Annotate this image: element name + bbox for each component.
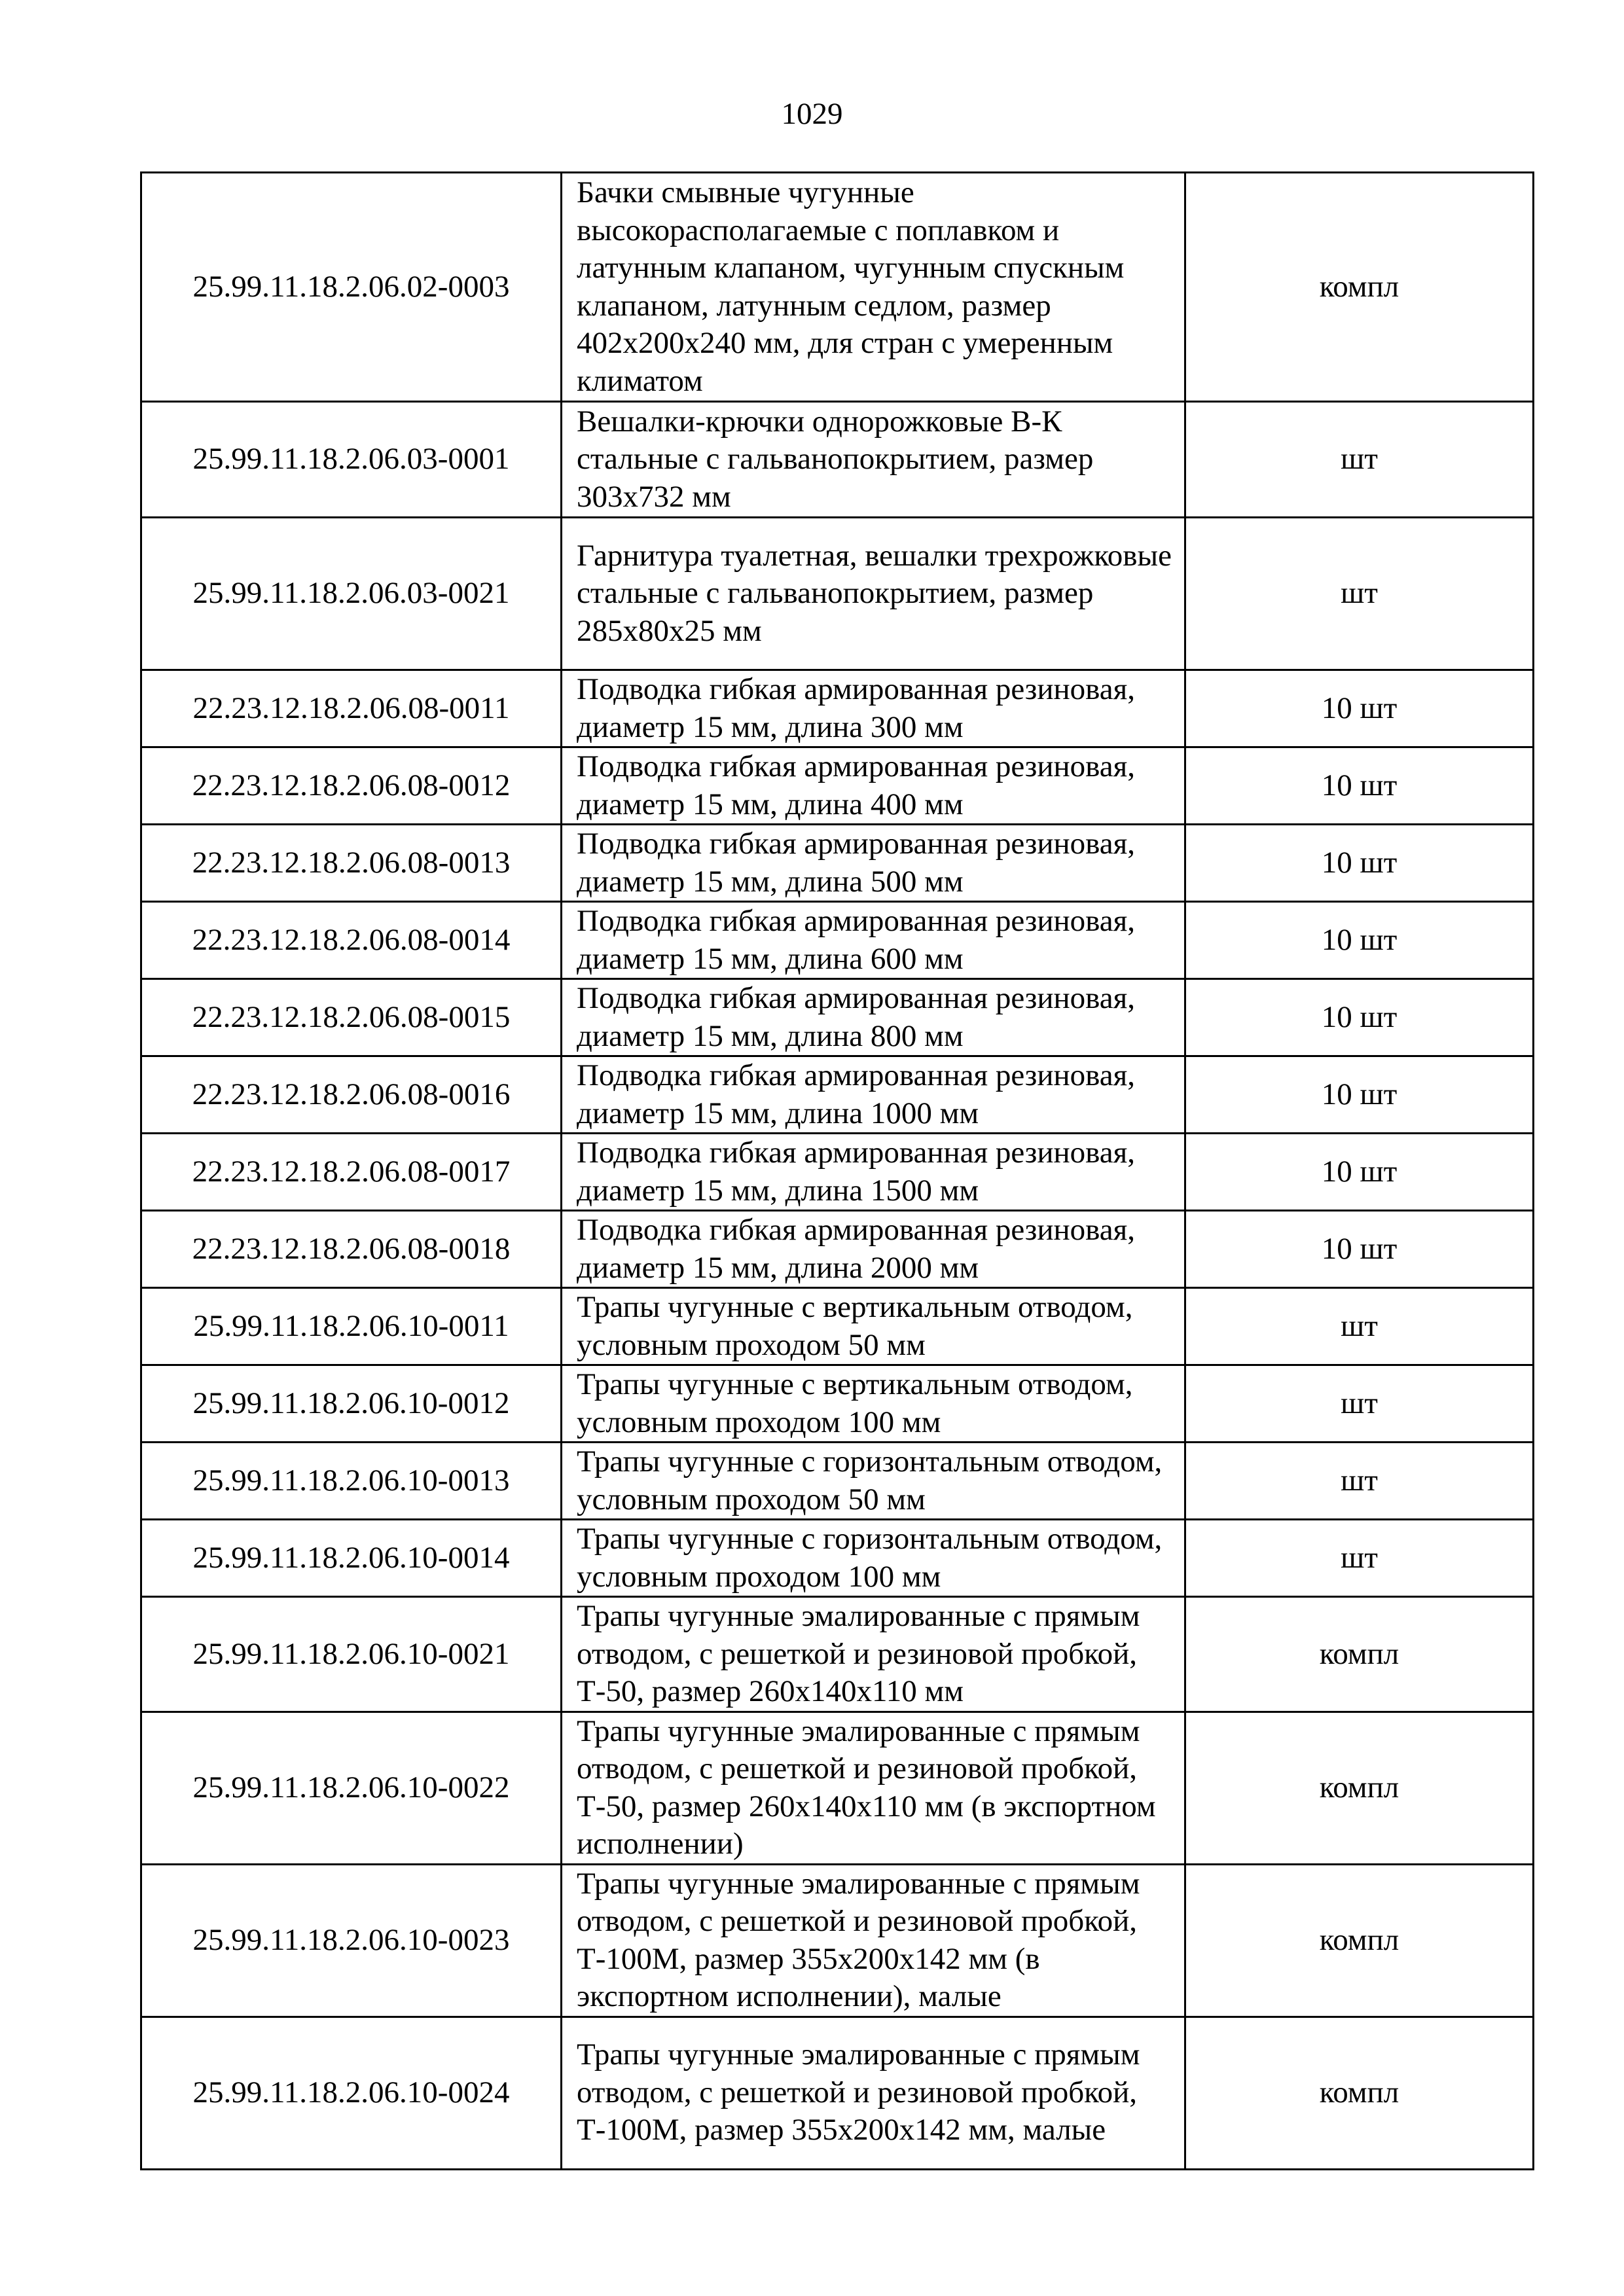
resource-name-cell: Вешалки-крючки однорожковые В-К стальные с гальванопокрытием, размер 303х732 мм [562,402,1185,518]
table-row [141,1864,1534,2017]
resource-code-cell: 25.99.11.18.2.06.10-0021 [141,1597,562,1712]
table-row [141,173,1534,402]
unit-cell: шт [1185,1365,1534,1443]
resource-name-cell: Подводка гибкая армированная резиновая, диаметр 15 мм, длина 400 мм [562,747,1185,825]
resource-code-cell: 25.99.11.18.2.06.10-0011 [141,1288,562,1365]
unit-cell: шт [1185,1288,1534,1365]
unit-cell: шт [1185,402,1534,518]
unit-cell: 10 шт [1185,979,1534,1056]
resource-code-cell: 22.23.12.18.2.06.08-0015 [141,979,562,1056]
resource-name-cell: Трапы чугунные с вертикальным отводом, условным проходом 50 мм [562,1288,1185,1365]
resource-name-cell: Трапы чугунные с горизонтальным отводом, условным проходом 100 мм [562,1520,1185,1597]
resource-name-cell: Трапы чугунные эмалированные с прямым отводом, с решеткой и резиновой пробкой, Т-100М, размер 355х200х142 мм (в экспортном исполнении), малые [562,1864,1185,2017]
table-row [141,979,1534,1056]
resource-name-cell: Подводка гибкая армированная резиновая, диаметр 15 мм, длина 1500 мм [562,1134,1185,1211]
resource-code-cell: 25.99.11.18.2.06.10-0023 [141,1864,562,2017]
resource-name-cell: Подводка гибкая армированная резиновая, диаметр 15 мм, длина 300 мм [562,670,1185,747]
table-row [141,1520,1534,1597]
unit-cell: 10 шт [1185,1134,1534,1211]
unit-cell: 10 шт [1185,1211,1534,1288]
table-row [141,1597,1534,1712]
unit-cell: компл [1185,173,1534,402]
table-row [141,747,1534,825]
unit-cell: компл [1185,2017,1534,2169]
resource-code-cell: 25.99.11.18.2.06.02-0003 [141,173,562,402]
resource-code-cell: 25.99.11.18.2.06.10-0013 [141,1443,562,1520]
resource-name-cell: Трапы чугунные эмалированные с прямым отводом, с решеткой и резиновой пробкой, Т-50, размер 260х140х110 мм [562,1597,1185,1712]
resource-name-cell: Гарнитура туалетная, вешалки трехрожковые стальные с гальванопокрытием, размер 285х80х25 мм [562,518,1185,670]
resource-code-cell: 22.23.12.18.2.06.08-0011 [141,670,562,747]
table-row [141,2017,1534,2169]
page-number: 1029 [781,97,843,131]
resource-code-cell: 22.23.12.18.2.06.08-0012 [141,747,562,825]
table-row [141,1134,1534,1211]
resource-name-cell: Подводка гибкая армированная резиновая, диаметр 15 мм, длина 600 мм [562,902,1185,979]
resource-code-cell: 25.99.11.18.2.06.03-0001 [141,402,562,518]
resource-code-cell: 22.23.12.18.2.06.08-0016 [141,1056,562,1134]
unit-cell: компл [1185,1864,1534,2017]
table-row [141,1365,1534,1443]
unit-cell: 10 шт [1185,670,1534,747]
resource-code-cell: 22.23.12.18.2.06.08-0018 [141,1211,562,1288]
resource-name-cell: Бачки смывные чугунные высокорасполагаемые с поплавком и латунным клапаном, чугунным спускным клапаном, латунным седлом, размер 402х200х240 мм, для стран с умеренным климатом [562,173,1185,402]
resource-name-cell: Трапы чугунные с вертикальным отводом, условным проходом 100 мм [562,1365,1185,1443]
resource-code-cell: 22.23.12.18.2.06.08-0013 [141,825,562,902]
unit-cell: компл [1185,1712,1534,1864]
unit-cell: 10 шт [1185,825,1534,902]
unit-cell: компл [1185,1597,1534,1712]
resource-name-cell: Подводка гибкая армированная резиновая, диаметр 15 мм, длина 1000 мм [562,1056,1185,1134]
resource-code-cell: 25.99.11.18.2.06.10-0024 [141,2017,562,2169]
table-row [141,1712,1534,1864]
resource-code-cell: 25.99.11.18.2.06.10-0014 [141,1520,562,1597]
resource-code-cell: 22.23.12.18.2.06.08-0017 [141,1134,562,1211]
unit-cell: шт [1185,1520,1534,1597]
table-row [141,825,1534,902]
resource-name-cell: Подводка гибкая армированная резиновая, диаметр 15 мм, длина 800 мм [562,979,1185,1056]
resource-name-cell: Подводка гибкая армированная резиновая, диаметр 15 мм, длина 2000 мм [562,1211,1185,1288]
resource-name-cell: Трапы чугунные эмалированные с прямым отводом, с решеткой и резиновой пробкой, Т-50, размер 260х140х110 мм (в экспортном исполнении) [562,1712,1185,1864]
unit-cell: 10 шт [1185,747,1534,825]
unit-cell: 10 шт [1185,1056,1534,1134]
resource-name-cell: Трапы чугунные эмалированные с прямым отводом, с решеткой и резиновой пробкой, Т-100М, размер 355х200х142 мм, малые [562,2017,1185,2169]
table-row [141,902,1534,979]
table-row [141,1288,1534,1365]
table-row [141,1443,1534,1520]
table-row [141,1211,1534,1288]
resource-code-cell: 22.23.12.18.2.06.08-0014 [141,902,562,979]
table-row [141,402,1534,518]
unit-cell: шт [1185,1443,1534,1520]
unit-cell: 10 шт [1185,902,1534,979]
table-row [141,518,1534,670]
resource-code-cell: 25.99.11.18.2.06.10-0012 [141,1365,562,1443]
resource-code-cell: 25.99.11.18.2.06.10-0022 [141,1712,562,1864]
resource-name-cell: Трапы чугунные с горизонтальным отводом, условным проходом 50 мм [562,1443,1185,1520]
resource-name-cell: Подводка гибкая армированная резиновая, диаметр 15 мм, длина 500 мм [562,825,1185,902]
resource-code-cell: 25.99.11.18.2.06.03-0021 [141,518,562,670]
unit-cell: шт [1185,518,1534,670]
table-row [141,1056,1534,1134]
table-row [141,670,1534,747]
resource-code-table [140,171,1534,2170]
